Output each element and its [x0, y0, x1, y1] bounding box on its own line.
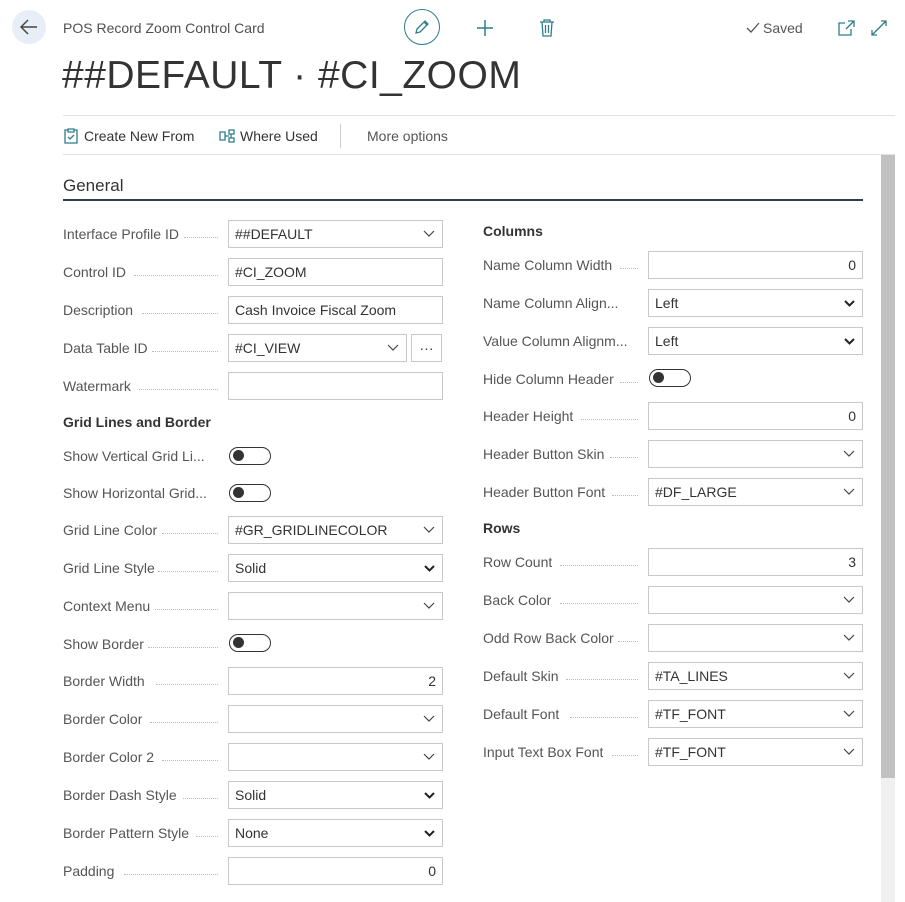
- chevron-down-icon[interactable]: [842, 707, 856, 721]
- border-color-label: Border Color: [63, 711, 143, 727]
- label-leader: [618, 641, 638, 642]
- new-button[interactable]: [475, 18, 495, 38]
- label-leader: [560, 603, 638, 604]
- control-id-field[interactable]: [228, 258, 443, 286]
- name-column-width-value: 0: [848, 257, 856, 273]
- show-border-toggle[interactable]: [229, 634, 271, 652]
- odd-row-back-color-field[interactable]: [648, 624, 863, 652]
- chevron-down-icon[interactable]: [842, 485, 856, 499]
- label-leader: [560, 565, 638, 566]
- chevron-down-icon[interactable]: [842, 669, 856, 683]
- default-font-value: #TF_FONT: [655, 706, 726, 722]
- expand-icon: [871, 20, 887, 36]
- border-width-field[interactable]: [228, 667, 443, 695]
- label-leader: [566, 679, 638, 680]
- label-leader: [620, 382, 638, 383]
- border-dash-style-value: Solid: [235, 787, 267, 803]
- check-icon: [746, 22, 760, 34]
- section-rule: [63, 199, 863, 201]
- where-used-button[interactable]: [219, 128, 318, 144]
- border-color-field[interactable]: [228, 705, 443, 733]
- trash-icon: [539, 19, 555, 37]
- grid-line-color-field[interactable]: [228, 516, 443, 544]
- label-leader: [620, 268, 638, 269]
- label-leader: [134, 275, 218, 276]
- select-arrow-icon[interactable]: [422, 788, 436, 802]
- description-field[interactable]: [228, 296, 443, 324]
- header-height-field[interactable]: [648, 402, 863, 430]
- label-leader: [124, 874, 218, 875]
- chevron-down-icon[interactable]: [842, 745, 856, 759]
- label-leader: [162, 533, 218, 534]
- open-new-window-button[interactable]: [837, 19, 855, 37]
- breadcrumb: POS Record Zoom Control Card: [63, 20, 265, 36]
- label-leader: [610, 457, 638, 458]
- page-title: ##DEFAULT · #CI_ZOOM: [62, 54, 522, 97]
- back-color-label: Back Color: [483, 592, 552, 608]
- show-vertical-grid-label: Show Vertical Grid Li...: [63, 448, 205, 464]
- data-table-lookup-button[interactable]: ···: [411, 334, 442, 362]
- interface-profile-id-label: Interface Profile ID: [63, 226, 179, 242]
- label-leader: [570, 717, 638, 718]
- control-id-label: Control ID: [63, 264, 127, 280]
- label-leader: [155, 609, 218, 610]
- odd-row-back-color-label: Odd Row Back Color: [483, 630, 614, 646]
- plus-icon: [476, 19, 494, 37]
- delete-button[interactable]: [537, 18, 557, 38]
- section-title: General: [63, 176, 124, 195]
- show-border-label: Show Border: [63, 636, 144, 652]
- chevron-down-icon[interactable]: [842, 631, 856, 645]
- pencil-icon: [413, 18, 431, 36]
- divider: [63, 115, 895, 116]
- select-arrow-icon[interactable]: [422, 561, 436, 575]
- chevron-down-icon[interactable]: [386, 341, 400, 355]
- padding-field[interactable]: [228, 857, 443, 885]
- default-skin-label: Default Skin: [483, 668, 559, 684]
- show-horizontal-grid-label: Show Horizontal Grid...: [63, 485, 207, 501]
- watermark-label: Watermark: [63, 378, 131, 394]
- divider: [63, 154, 895, 155]
- edit-button[interactable]: [404, 9, 440, 45]
- open-in-new-window-icon: [838, 20, 855, 36]
- border-color-2-field[interactable]: [228, 743, 443, 771]
- default-skin-value: #TA_LINES: [655, 668, 728, 684]
- save-status: [746, 20, 803, 36]
- grid-line-color-label: Grid Line Color: [63, 522, 158, 538]
- border-width-label: Border Width: [63, 673, 145, 689]
- header-button-font-value: #DF_LARGE: [655, 484, 737, 500]
- header-height-label: Header Height: [483, 408, 574, 424]
- select-arrow-icon[interactable]: [842, 334, 856, 348]
- label-leader: [581, 419, 638, 420]
- header-button-skin-label: Header Button Skin: [483, 446, 605, 462]
- grid-line-color-value: #GR_GRIDLINECOLOR: [235, 522, 388, 538]
- relations-icon: [219, 128, 235, 144]
- create-new-from-label: Create New From: [84, 128, 195, 144]
- value-column-align-select[interactable]: [648, 327, 863, 355]
- grid-line-style-label: Grid Line Style: [63, 560, 155, 576]
- back-color-field[interactable]: [648, 586, 863, 614]
- row-count-label: Row Count: [483, 554, 553, 570]
- label-leader: [196, 836, 218, 837]
- expand-button[interactable]: [870, 19, 888, 37]
- name-column-width-label: Name Column Width: [483, 257, 613, 273]
- chevron-down-icon[interactable]: [842, 593, 856, 607]
- chevron-down-icon[interactable]: [422, 712, 436, 726]
- toggle-knob: [233, 487, 244, 498]
- where-used-label: Where Used: [240, 128, 318, 144]
- grid-lines-heading: Grid Lines and Border: [63, 414, 211, 430]
- label-leader: [162, 760, 218, 761]
- watermark-field[interactable]: [228, 372, 443, 400]
- label-leader: [612, 755, 638, 756]
- data-table-id-value: #CI_VIEW: [235, 340, 301, 356]
- label-leader: [184, 237, 218, 238]
- label-leader: [142, 313, 218, 314]
- back-button[interactable]: [12, 10, 46, 44]
- padding-value: 0: [428, 863, 436, 879]
- label-leader: [156, 684, 218, 685]
- action-separator: [340, 124, 341, 148]
- hide-column-header-label: Hide Column Header: [483, 371, 614, 387]
- description-label: Description: [63, 302, 134, 318]
- label-leader: [152, 351, 218, 352]
- label-leader: [148, 647, 218, 648]
- interface-profile-id-value: ##DEFAULT: [235, 226, 313, 242]
- create-new-from-button[interactable]: [64, 128, 194, 144]
- default-font-label: Default Font: [483, 706, 560, 722]
- grid-line-style-value: Solid: [235, 560, 267, 576]
- select-arrow-icon[interactable]: [842, 296, 856, 310]
- toggle-knob: [653, 372, 664, 383]
- chevron-down-icon[interactable]: [422, 227, 436, 241]
- interface-profile-id-field[interactable]: [228, 220, 443, 248]
- header-button-font-field[interactable]: [648, 478, 863, 506]
- value-column-align-value: Left: [655, 333, 679, 349]
- border-color-2-label: Border Color 2: [63, 749, 155, 765]
- border-dash-style-select[interactable]: [228, 781, 443, 809]
- scrollbar-thumb[interactable]: [881, 155, 895, 778]
- label-leader: [183, 798, 218, 799]
- hide-column-header-toggle[interactable]: [649, 369, 691, 387]
- data-table-id-label: Data Table ID: [63, 340, 148, 356]
- label-leader: [612, 495, 638, 496]
- select-arrow-icon[interactable]: [422, 826, 436, 840]
- control-id-value: #CI_ZOOM: [235, 264, 307, 280]
- chevron-down-icon[interactable]: [422, 599, 436, 613]
- default-skin-field[interactable]: [648, 662, 863, 690]
- description-value: Cash Invoice Fiscal Zoom: [235, 302, 397, 318]
- label-leader: [150, 722, 218, 723]
- chevron-down-icon[interactable]: [842, 447, 856, 461]
- grid-line-style-select[interactable]: [228, 554, 443, 582]
- header-height-value: 0: [848, 408, 856, 424]
- border-pattern-style-value: None: [235, 825, 269, 841]
- columns-heading: Columns: [483, 223, 543, 239]
- name-column-align-select[interactable]: [648, 289, 863, 317]
- padding-label: Padding: [63, 863, 115, 879]
- context-menu-label: Context Menu: [63, 598, 151, 614]
- clipboard-icon: [64, 128, 79, 144]
- chevron-down-icon[interactable]: [422, 523, 436, 537]
- show-vertical-grid-toggle[interactable]: [229, 447, 271, 465]
- border-pattern-style-label: Border Pattern Style: [63, 825, 190, 841]
- row-count-value: 3: [848, 554, 856, 570]
- row-count-field[interactable]: [648, 548, 863, 576]
- input-text-box-font-field[interactable]: [648, 738, 863, 766]
- more-options-button[interactable]: More options: [367, 128, 448, 144]
- context-menu-field[interactable]: [228, 592, 443, 620]
- name-column-width-field[interactable]: [648, 251, 863, 279]
- default-font-field[interactable]: [648, 700, 863, 728]
- show-horizontal-grid-toggle[interactable]: [229, 484, 271, 502]
- toggle-knob: [233, 450, 244, 461]
- saved-label: Saved: [763, 20, 803, 36]
- header-button-skin-field[interactable]: [648, 440, 863, 468]
- header-button-font-label: Header Button Font: [483, 484, 606, 500]
- toggle-knob: [233, 637, 244, 648]
- border-dash-style-label: Border Dash Style: [63, 787, 177, 803]
- input-text-box-font-label: Input Text Box Font: [483, 744, 604, 760]
- border-pattern-style-select[interactable]: [228, 819, 443, 847]
- name-column-align-value: Left: [655, 295, 679, 311]
- chevron-down-icon[interactable]: [422, 750, 436, 764]
- label-leader: [158, 571, 218, 572]
- rows-heading: Rows: [483, 520, 521, 536]
- label-leader: [139, 389, 218, 390]
- data-table-id-field[interactable]: [228, 334, 407, 362]
- input-text-box-font-value: #TF_FONT: [655, 744, 726, 760]
- arrow-left-icon: [20, 19, 38, 35]
- value-column-align-label: Value Column Alignm...: [483, 333, 628, 349]
- name-column-align-label: Name Column Align...: [483, 295, 619, 311]
- border-width-value: 2: [428, 673, 436, 689]
